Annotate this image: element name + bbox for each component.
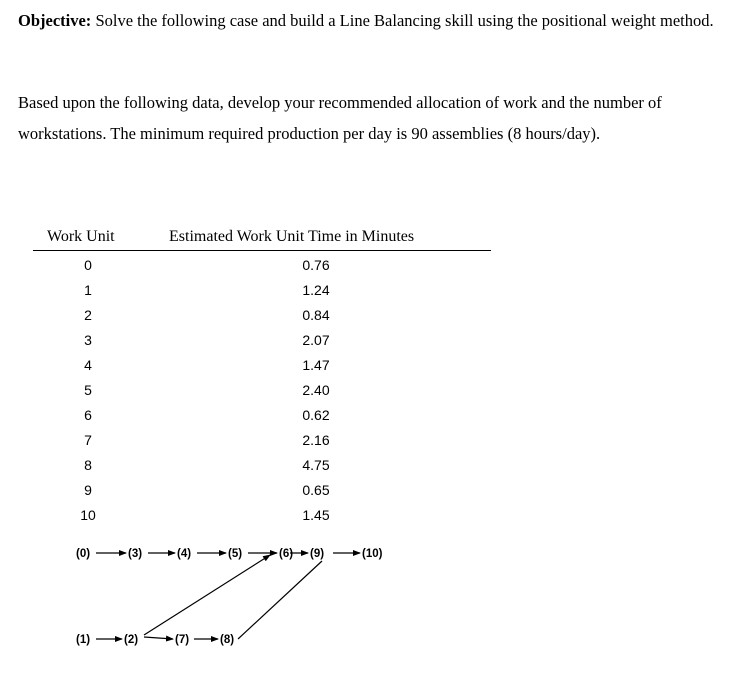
objective-paragraph: [18, 5, 733, 36]
node-label: (8): [220, 634, 235, 646]
work-unit-cell: 2: [84, 307, 92, 323]
work-unit-cell: 10: [80, 507, 96, 523]
time-header: Estimated Work Unit Time in Minutes: [169, 228, 415, 245]
objective-label: Objective:: [18, 11, 92, 30]
work-unit-cell: 3: [84, 332, 92, 348]
precedence-line-8-to-9: [238, 561, 322, 639]
time-cell: 0.62: [302, 407, 330, 423]
instructions-paragraph: Based upon the following data, develop your recommended allocation of work and the number of workstations. The minimum required production per day is 90 assemblies (8 hours/day).: [18, 93, 662, 143]
work-unit-cell: 0: [84, 257, 92, 273]
work-unit-cell: 9: [84, 482, 92, 498]
precedence-arrow-2-to-6: [144, 555, 270, 635]
time-cell: 0.76: [302, 257, 330, 273]
node-label: (7): [175, 634, 190, 646]
precedence-arrow: [144, 637, 173, 639]
node-label: (9): [310, 548, 325, 560]
node-label: (5): [228, 548, 243, 560]
work-unit-header: Work Unit: [47, 228, 115, 245]
work-unit-cell: 6: [84, 407, 92, 423]
node-label: (6): [279, 548, 294, 560]
node-label: (4): [177, 548, 192, 560]
work-unit-cell: 7: [84, 432, 92, 448]
time-cell: 1.47: [302, 357, 330, 373]
work-unit-cell: 5: [84, 382, 92, 398]
node-label: (10): [362, 548, 383, 560]
node-label: (2): [124, 634, 139, 646]
work-unit-cell: 8: [84, 457, 92, 473]
node-label: (0): [76, 548, 91, 560]
precedence-diagram: [0, 535, 745, 665]
node-label: (1): [76, 634, 91, 646]
time-cell: 1.24: [302, 282, 330, 298]
time-cell: 1.45: [302, 507, 330, 523]
time-cell: 0.65: [302, 482, 330, 498]
work-unit-cell: 1: [84, 282, 92, 298]
table-header-rule: [33, 250, 491, 251]
objective-text: Solve the following case and build a Line Balancing skill using the positional weight method.: [91, 11, 714, 30]
work-unit-cell: 4: [84, 357, 92, 373]
time-cell: 0.84: [302, 307, 330, 323]
node-label: (3): [128, 548, 143, 560]
time-cell: 4.75: [302, 457, 330, 473]
time-cell: 2.07: [302, 332, 330, 348]
time-cell: 2.40: [302, 382, 330, 398]
time-cell: 2.16: [302, 432, 330, 448]
